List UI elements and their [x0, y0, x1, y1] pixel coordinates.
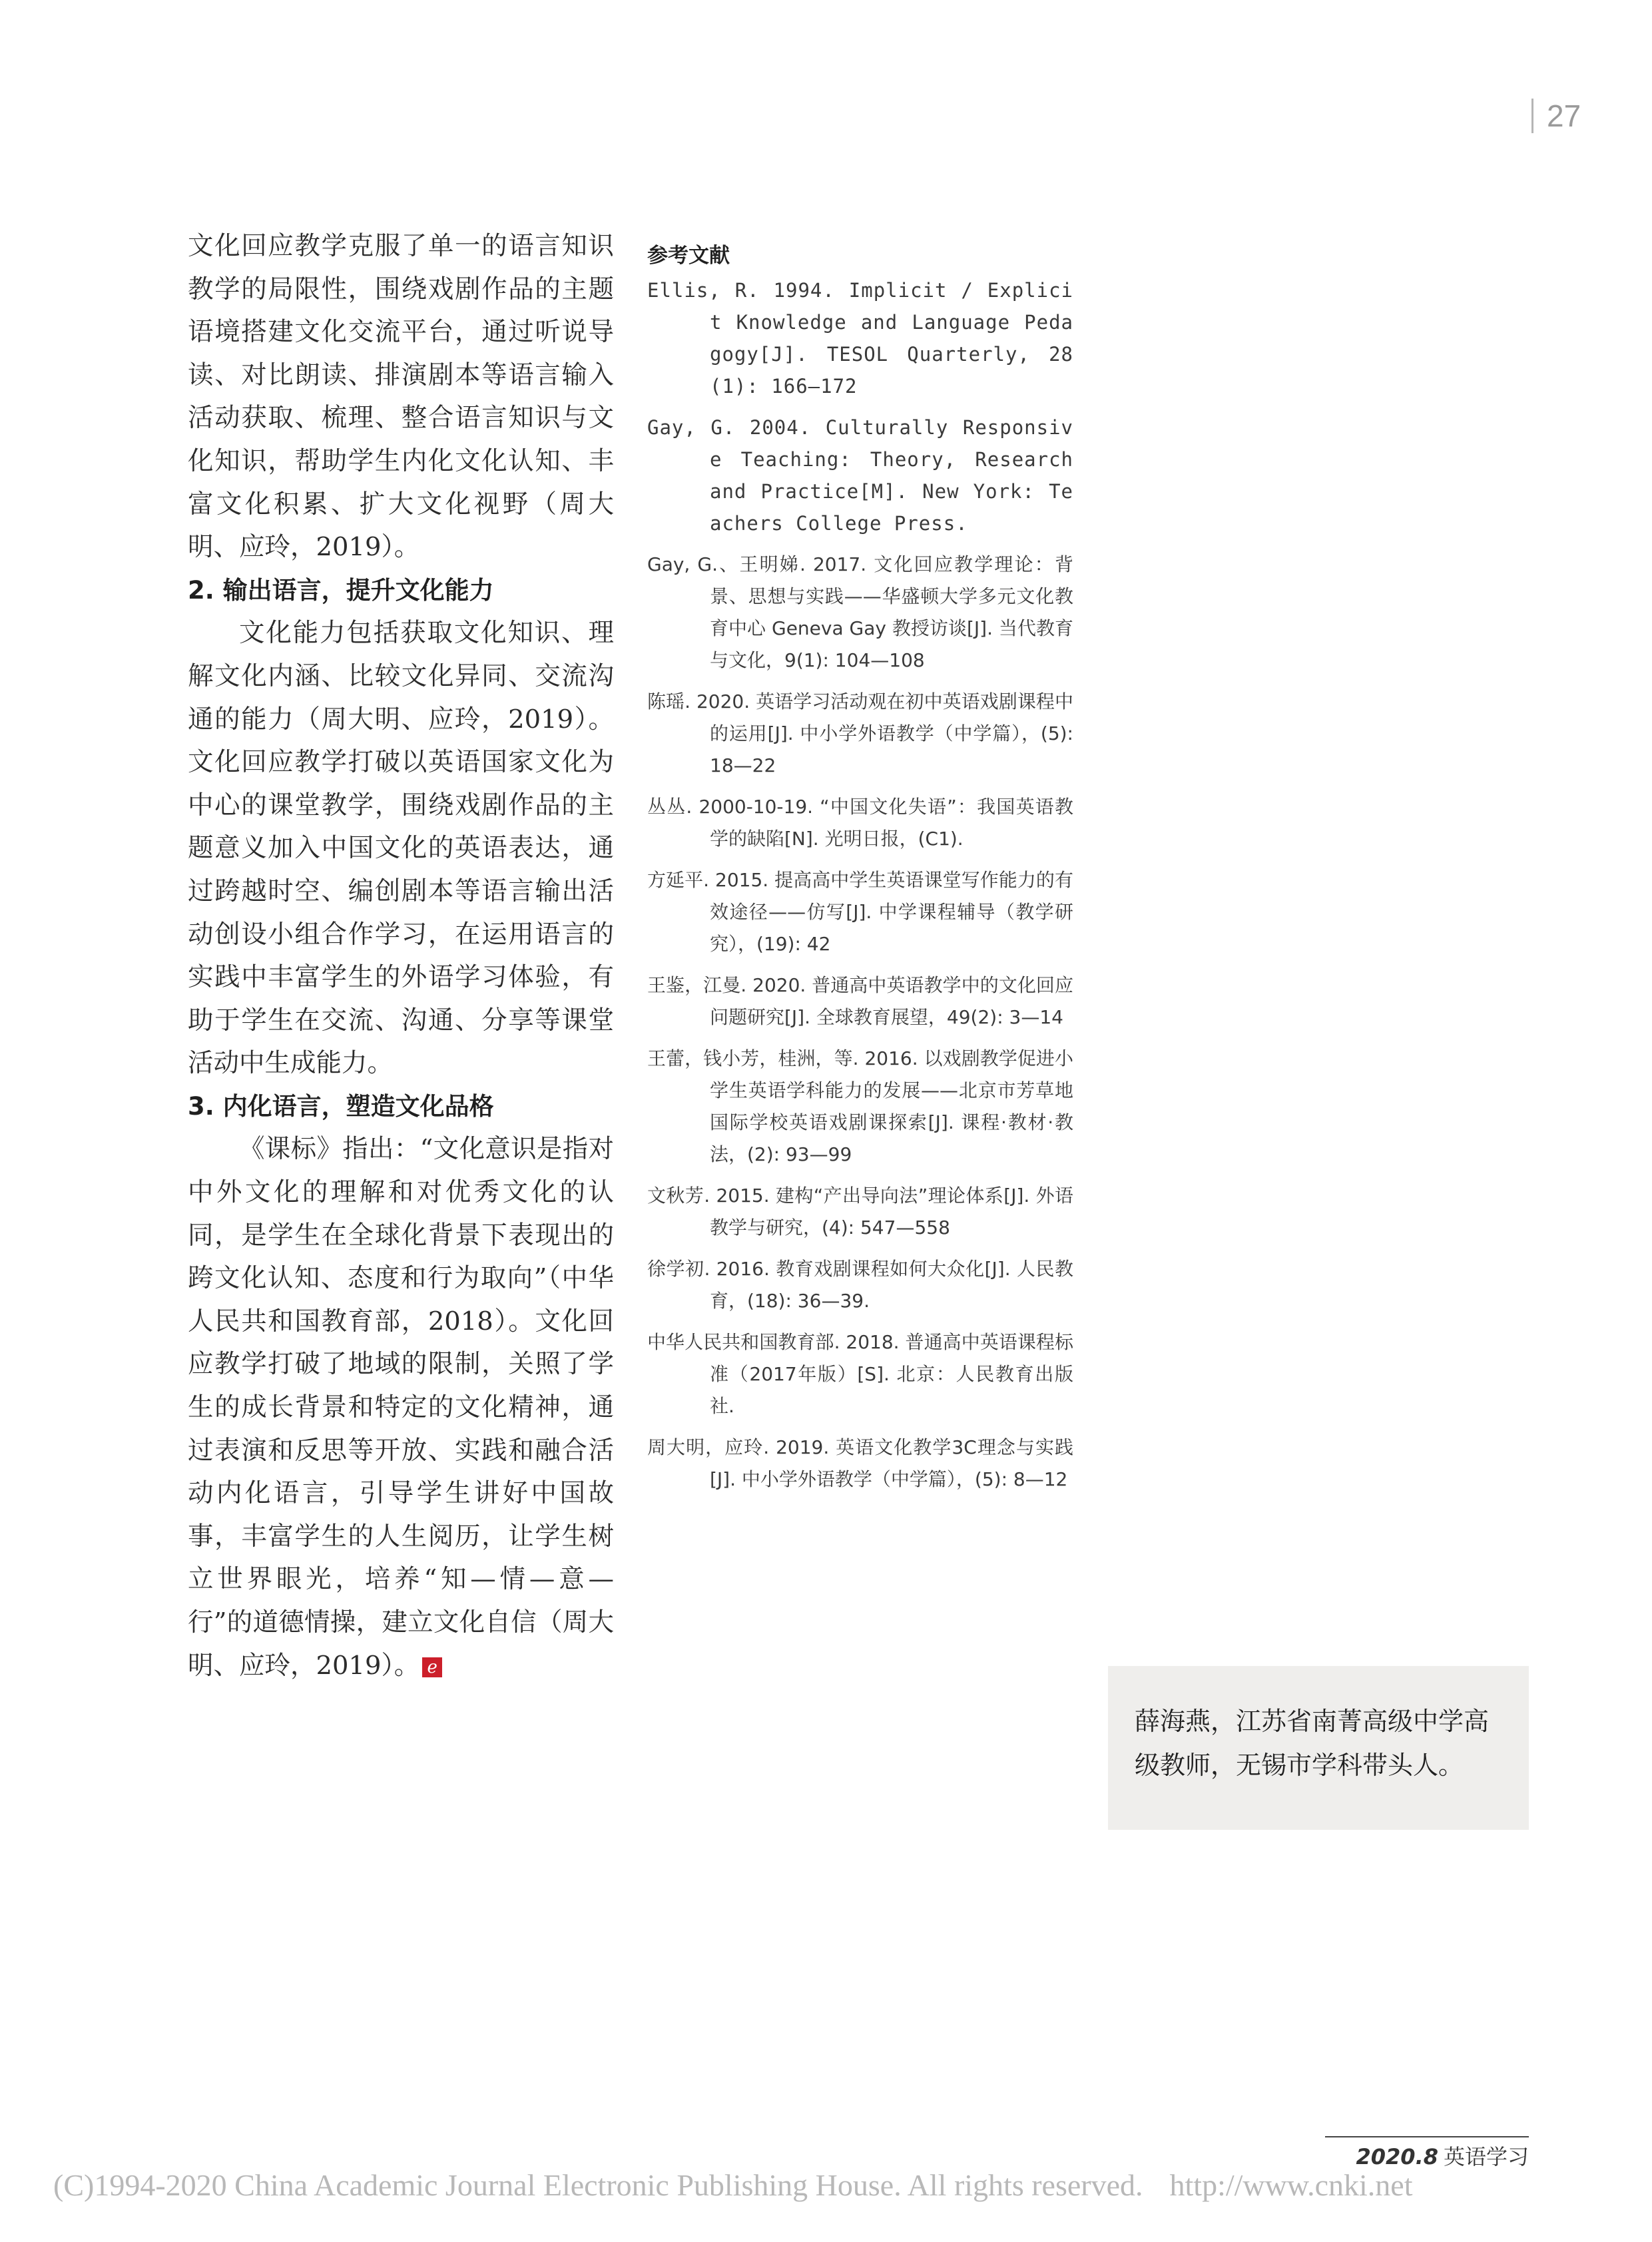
- section-heading-2: 2. 输出语言，提升文化能力: [188, 575, 494, 605]
- copyright-url: http://www.cnki.net: [1169, 2168, 1413, 2202]
- reference-item: 王蕾，钱小芳，桂洲，等. 2016. 以戏剧教学促进小学生英语学科能力的发展——北京市芳草地国际学校英语戏剧课探索[J]. 课程·教材·教法，(2): 93—99: [647, 1047, 1073, 1165]
- reference-item: Gay, G.、王明娣. 2017. 文化回应教学理论：背景、思想与实践——华盛顿大学多元文化教育中心 Geneva Gay 教授访谈[J]. 当代教育与文化，9(1): 104—108: [647, 553, 1073, 671]
- reference-item: 徐学初. 2016. 教育戏剧课程如何大众化[J]. 人民教育，(18): 36—39.: [647, 1258, 1073, 1312]
- journal-name: 英语学习: [1443, 2144, 1529, 2169]
- body-paragraph-3: [188, 1128, 614, 1687]
- reference-item: 文秋芳. 2015. 建构“产出导向法”理论体系[J]. 外语教学与研究，(4): 547—558: [647, 1185, 1073, 1239]
- reference-item: Ellis, R. 1994. Implicit / Explicit Knowledge and Language Pedagogy[J]. TESOL Quarterly, 28(1): 166—172: [647, 279, 1073, 398]
- copyright-text: (C)1994-2020 China Academic Journal Electronic Publishing House. All rights reserved.: [53, 2168, 1143, 2202]
- reference-item: Gay, G. 2004. Culturally Responsive Teaching: Theory, Research and Practice[M]. New York: Teachers College Press.: [647, 416, 1073, 535]
- reference-item: 周大明，应玲. 2019. 英语文化教学3C理念与实践[J]. 中小学外语教学（中学篇），(5): 8—12: [647, 1436, 1073, 1490]
- body-paragraph-3-text: 《课标》指出：“文化意识是指对中外文化的理解和对优秀文化的认同，是学生在全球化背景下表现出的跨文化认知、态度和行为取向”（中华人民共和国教育部，2018）。文化回应教学打破了地域的限制，关照了学生的成长背景和特定的文化精神，通过表演和反思等开放、实践和融合活动内化语言，引导学生讲好中国故事，丰富学生的人生阅历，让学生树立世界眼光，培养“知—情—意—行”的道德情操，建立文化自信（周大明、应玲，2019）。: [188, 1134, 614, 1681]
- body-paragraph-1: 文化回应教学克服了单一的语言知识教学的局限性，围绕戏剧作品的主题语境搭建文化交流平台，通过听说导读、对比朗读、排演剧本等语言输入活动获取、梳理、整合语言知识与文化知识，帮助学生内化文化认知、丰富文化积累、扩大文化视野（周大明、应玲，2019）。: [188, 231, 614, 563]
- reference-item: 方延平. 2015. 提高高中学生英语课堂写作能力的有效途径——仿写[J]. 中学课程辅导（教学研究），(19): 42: [647, 869, 1073, 955]
- author-bio-text: 薛海燕，江苏省南菁高级中学高级教师，无锡市学科带头人。: [1135, 1707, 1490, 1780]
- article-end-icon: e: [422, 1657, 442, 1677]
- reference-item: 丛丛. 2000-10-19. “中国文化失语”：我国英语教学的缺陷[N]. 光明日报，(C1).: [647, 796, 1073, 850]
- reference-item: 中华人民共和国教育部. 2018. 普通高中英语课程标准（2017年版）[S]. 北京：人民教育出版社.: [647, 1331, 1073, 1417]
- footer-issue: [1325, 2136, 1529, 2171]
- body-paragraph-2: 文化能力包括获取文化知识、理解文化内涵、比较文化异同、交流沟通的能力（周大明、应玲，2019）。文化回应教学打破以英语国家文化为中心的课堂教学，围绕戏剧作品的主题意义加入中国文化的英语表达，通过跨越时空、编创剧本等语言输出活动创设小组合作学习，在运用语言的实践中丰富学生的外语学习体验，有助于学生在交流、沟通、分享等课堂活动中生成能力。: [188, 618, 614, 1079]
- reference-item: 陈瑶. 2020. 英语学习活动观在初中英语戏剧课程中的运用[J]. 中小学外语教学（中学篇），(5): 18—22: [647, 691, 1073, 776]
- author-bio-box: [1108, 1666, 1529, 1830]
- copyright-line: [53, 2167, 1598, 2203]
- body-text-column: [188, 225, 614, 1687]
- references-heading: 参考文献: [647, 244, 730, 268]
- reference-item: 王鉴，江曼. 2020. 普通高中英语教学中的文化回应问题研究[J]. 全球教育展望，49(2): 3—14: [647, 974, 1073, 1028]
- page-number: 27: [1531, 99, 1581, 133]
- section-heading-3: 3. 内化语言，塑造文化品格: [188, 1091, 494, 1121]
- references-column: [647, 240, 1073, 1505]
- issue-number: 2020.8: [1356, 2144, 1438, 2169]
